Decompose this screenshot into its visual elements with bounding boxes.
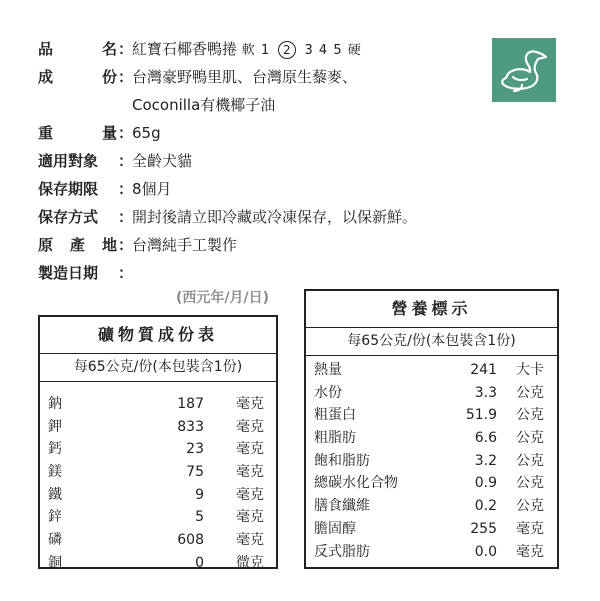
nutrition-row-unit: 公克 <box>516 498 544 515</box>
colon: ： <box>118 152 134 170</box>
storage-value: 開封後請立即冷藏或冷凍保存，以保新鮮。 <box>132 208 418 226</box>
nutrition-row-name: 反式脂肪 <box>314 543 370 560</box>
date-format-hint: (西元年/月/日) <box>176 290 270 306</box>
label-weight-a: 重 <box>38 124 54 142</box>
label-storage: 保存方式 <box>38 208 99 226</box>
label-name-a: 品 <box>38 40 54 58</box>
nutrition-table-title: 營養標示 <box>391 299 472 318</box>
nutrition-row-unit: 毫克 <box>516 520 544 537</box>
mineral-row-value: 833 <box>177 418 204 435</box>
colon: ： <box>118 208 134 226</box>
nutrition-row-value: 6.6 <box>474 430 497 447</box>
mineral-row <box>40 552 276 575</box>
nutrition-row-value: 0.0 <box>474 543 497 560</box>
label-target: 適用對象 <box>38 152 99 170</box>
mineral-row-unit: 毫克 <box>236 486 264 503</box>
label-shelf-life: 保存期限 <box>38 180 99 198</box>
hardness-selected-2: 2 <box>278 41 296 59</box>
duck-logo <box>492 38 556 102</box>
mineral-row <box>40 506 276 529</box>
nutrition-row-value: 51.9 <box>465 407 497 424</box>
colon: ： <box>118 68 134 86</box>
nutrition-row <box>306 404 557 427</box>
mineral-row-unit: 毫克 <box>236 509 264 526</box>
label-origin-mid: 產 <box>70 236 86 254</box>
mineral-row <box>40 438 276 461</box>
label-ingredients-a: 成 <box>38 68 54 86</box>
colon: ： <box>118 124 134 142</box>
mineral-row <box>40 393 276 416</box>
nutrition-row-unit: 公克 <box>516 475 544 492</box>
nutrition-row <box>306 541 557 564</box>
mineral-row-name: 鐵 <box>48 486 62 503</box>
nutrition-row-unit: 公克 <box>516 407 544 424</box>
colon: ： <box>118 264 134 282</box>
nutrition-table-subtitle: 每65公克/份(本包裝含1份) <box>306 327 557 356</box>
weight-value: 65g <box>132 124 161 142</box>
nutrition-row-unit: 公克 <box>516 430 544 447</box>
nutrition-row <box>306 495 557 518</box>
mineral-row-unit: 毫克 <box>236 464 264 481</box>
mineral-row-value: 23 <box>186 441 204 458</box>
nutrition-row-name: 膽固醇 <box>314 520 356 537</box>
ingredients-line-1: 台灣豪野鴨里肌、台灣原生藜麥、 <box>132 68 358 86</box>
nutrition-table <box>304 289 559 569</box>
nutrition-row-unit: 公克 <box>516 384 544 401</box>
hardness-soft-label: 軟 <box>241 43 256 58</box>
mineral-row-name: 鈣 <box>48 441 62 458</box>
mineral-row <box>40 484 276 507</box>
label-mfg-date: 製造日期 <box>38 264 99 282</box>
nutrition-row-name: 水份 <box>314 384 342 401</box>
mineral-row-value: 187 <box>177 396 204 412</box>
nutrition-row-value: 0.9 <box>474 475 497 492</box>
nutrition-row-value: 3.3 <box>474 384 497 401</box>
nutrition-row-name: 膳食纖維 <box>314 498 370 515</box>
mineral-row-unit: 毫克 <box>236 396 264 412</box>
shelf-life-value: 8個月 <box>132 180 172 198</box>
product-name: 紅寶石椰香鴨捲 <box>132 40 238 58</box>
hardness-rest: 3 4 5 <box>304 43 343 58</box>
nutrition-row <box>306 359 557 382</box>
hardness-hard-label: 硬 <box>347 43 362 58</box>
label-name-b: 名 <box>102 40 118 58</box>
mineral-row-name: 鋅 <box>48 509 62 526</box>
origin-value: 台灣純手工製作 <box>132 236 238 254</box>
mineral-row-unit: 毫克 <box>236 418 264 435</box>
mineral-row-unit: 毫克 <box>236 441 264 458</box>
mineral-table <box>38 315 278 569</box>
nutrition-row <box>306 472 557 495</box>
mineral-row <box>40 461 276 484</box>
nutrition-row-name: 熱量 <box>314 362 342 378</box>
mineral-row-unit: 微克 <box>236 554 264 571</box>
mineral-row-name: 鎂 <box>48 464 62 481</box>
mineral-row <box>40 529 276 552</box>
nutrition-row-value: 255 <box>470 520 497 537</box>
nutrition-row-unit: 公克 <box>516 452 544 469</box>
ingredients-line-2: Coconilla有機椰子油 <box>132 96 276 114</box>
colon: ： <box>118 236 134 254</box>
mineral-row-value: 608 <box>177 532 204 549</box>
nutrition-row-name: 飽和脂肪 <box>314 452 370 469</box>
nutrition-row <box>306 518 557 541</box>
nutrition-row-value: 3.2 <box>474 452 497 469</box>
mineral-row-value: 5 <box>195 509 204 526</box>
nutrition-row <box>306 427 557 450</box>
colon: ： <box>118 40 134 58</box>
mineral-row-value: 75 <box>186 464 204 481</box>
hardness-1: 1 <box>260 43 271 58</box>
target-value: 全齡犬貓 <box>132 152 193 170</box>
mineral-row-name: 銅 <box>48 554 62 571</box>
nutrition-row-name: 粗脂肪 <box>314 430 356 447</box>
mineral-table-subtitle: 每65公克/份(本包裝含1份) <box>40 353 276 382</box>
nutrition-rows <box>306 356 557 563</box>
mineral-row-name: 鈉 <box>48 396 62 412</box>
label-weight-b: 量 <box>102 124 118 142</box>
mineral-table-title: 礦物質成份表 <box>97 325 218 344</box>
nutrition-row <box>306 382 557 405</box>
mineral-row <box>40 416 276 439</box>
label-origin-a: 原 <box>38 236 54 254</box>
hardness-scale <box>242 43 362 58</box>
mineral-row-value: 0 <box>195 554 204 571</box>
nutrition-row-name: 粗蛋白 <box>314 407 356 424</box>
mineral-row-unit: 毫克 <box>236 532 264 549</box>
nutrition-row <box>306 450 557 473</box>
nutrition-row-name: 總碳水化合物 <box>314 475 398 492</box>
mineral-rows <box>40 382 276 575</box>
mineral-row-name: 鉀 <box>48 418 62 435</box>
nutrition-row-value: 0.2 <box>474 498 497 515</box>
label-origin-b: 地 <box>102 236 118 254</box>
nutrition-row-unit: 大卡 <box>516 362 544 378</box>
nutrition-row-unit: 毫克 <box>516 543 544 560</box>
label-ingredients-b: 份 <box>102 68 118 86</box>
colon: ： <box>118 180 134 198</box>
nutrition-row-value: 241 <box>470 362 497 378</box>
duck-icon <box>492 38 556 102</box>
mineral-row-value: 9 <box>195 486 204 503</box>
mineral-row-name: 磷 <box>48 532 62 549</box>
